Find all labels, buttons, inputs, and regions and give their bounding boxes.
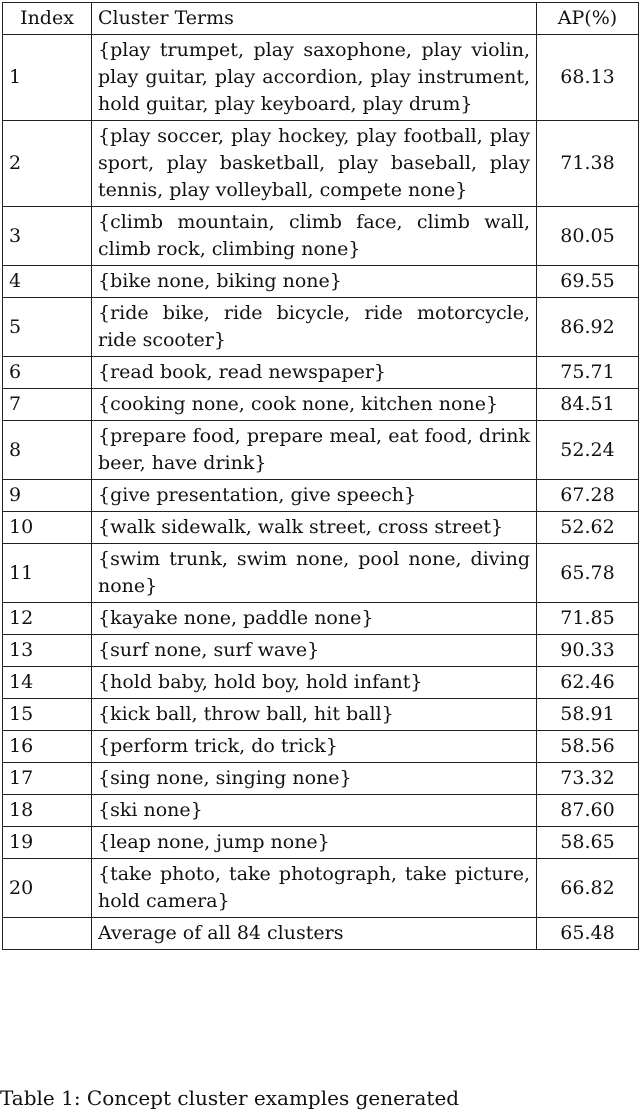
table-row xyxy=(3,357,639,389)
table-row xyxy=(3,480,639,512)
header-index: Index xyxy=(3,3,92,35)
row-index: 8 xyxy=(3,421,92,480)
row-cluster-terms: {read book, read newspaper} xyxy=(92,357,537,389)
summary-row xyxy=(3,918,639,950)
row-cluster-terms: {surf none, surf wave} xyxy=(92,635,537,667)
cluster-table xyxy=(2,2,639,950)
row-ap: 58.56 xyxy=(537,731,639,763)
summary-ap: 65.48 xyxy=(537,918,639,950)
row-cluster-terms: {ride bike, ride bicycle, ride motorcycle, ride scooter} xyxy=(92,298,537,357)
row-ap: 73.32 xyxy=(537,763,639,795)
row-index: 18 xyxy=(3,795,92,827)
row-ap: 65.78 xyxy=(537,544,639,603)
row-ap: 71.85 xyxy=(537,603,639,635)
table-row xyxy=(3,544,639,603)
row-ap: 71.38 xyxy=(537,121,639,207)
table-row xyxy=(3,266,639,298)
table-row xyxy=(3,731,639,763)
row-cluster-terms: {leap none, jump none} xyxy=(92,827,537,859)
row-ap: 67.28 xyxy=(537,480,639,512)
table-row xyxy=(3,389,639,421)
table-row xyxy=(3,699,639,731)
table-row xyxy=(3,298,639,357)
row-index: 6 xyxy=(3,357,92,389)
row-cluster-terms: {sing none, singing none} xyxy=(92,763,537,795)
row-index: 2 xyxy=(3,121,92,207)
table-row xyxy=(3,859,639,918)
row-ap: 58.65 xyxy=(537,827,639,859)
row-index: 15 xyxy=(3,699,92,731)
row-index: 16 xyxy=(3,731,92,763)
row-cluster-terms: {play trumpet, play saxophone, play violin, play guitar, play accordion, play instrument, hold guitar, play keyboard, play drum} xyxy=(92,35,537,121)
table-header-row xyxy=(3,3,639,35)
row-cluster-terms: {perform trick, do trick} xyxy=(92,731,537,763)
row-ap: 90.33 xyxy=(537,635,639,667)
table-row xyxy=(3,603,639,635)
row-ap: 84.51 xyxy=(537,389,639,421)
table-row xyxy=(3,795,639,827)
table-caption: Table 1: Concept cluster examples generated xyxy=(0,1086,460,1110)
row-cluster-terms: {take photo, take photograph, take picture, hold camera} xyxy=(92,859,537,918)
row-ap: 69.55 xyxy=(537,266,639,298)
row-ap: 52.62 xyxy=(537,512,639,544)
header-cluster-terms: Cluster Terms xyxy=(92,3,537,35)
row-ap: 68.13 xyxy=(537,35,639,121)
row-index: 20 xyxy=(3,859,92,918)
table-row xyxy=(3,827,639,859)
row-cluster-terms: {play soccer, play hockey, play football, play sport, play basketball, play baseball, play tennis, play volleyball, compete none} xyxy=(92,121,537,207)
row-cluster-terms: {kick ball, throw ball, hit ball} xyxy=(92,699,537,731)
row-cluster-terms: {bike none, biking none} xyxy=(92,266,537,298)
table-row xyxy=(3,35,639,121)
table-row xyxy=(3,667,639,699)
row-index: 12 xyxy=(3,603,92,635)
header-ap: AP(%) xyxy=(537,3,639,35)
row-index: 4 xyxy=(3,266,92,298)
row-index: 7 xyxy=(3,389,92,421)
table-row xyxy=(3,763,639,795)
table-row xyxy=(3,121,639,207)
row-cluster-terms: {walk sidewalk, walk street, cross street} xyxy=(92,512,537,544)
row-ap: 75.71 xyxy=(537,357,639,389)
row-cluster-terms: {kayake none, paddle none} xyxy=(92,603,537,635)
row-cluster-terms: {swim trunk, swim none, pool none, diving none} xyxy=(92,544,537,603)
row-cluster-terms: {give presentation, give speech} xyxy=(92,480,537,512)
table-row xyxy=(3,635,639,667)
row-ap: 58.91 xyxy=(537,699,639,731)
row-ap: 62.46 xyxy=(537,667,639,699)
row-cluster-terms: {prepare food, prepare meal, eat food, drink beer, have drink} xyxy=(92,421,537,480)
row-index: 3 xyxy=(3,207,92,266)
row-ap: 52.24 xyxy=(537,421,639,480)
row-ap: 87.60 xyxy=(537,795,639,827)
summary-terms: Average of all 84 clusters xyxy=(92,918,537,950)
row-index: 9 xyxy=(3,480,92,512)
summary-index xyxy=(3,918,92,950)
row-index: 19 xyxy=(3,827,92,859)
row-ap: 66.82 xyxy=(537,859,639,918)
row-index: 5 xyxy=(3,298,92,357)
row-index: 17 xyxy=(3,763,92,795)
row-ap: 80.05 xyxy=(537,207,639,266)
row-cluster-terms: {climb mountain, climb face, climb wall, climb rock, climbing none} xyxy=(92,207,537,266)
row-index: 14 xyxy=(3,667,92,699)
row-index: 11 xyxy=(3,544,92,603)
row-index: 1 xyxy=(3,35,92,121)
table-row xyxy=(3,207,639,266)
row-cluster-terms: {cooking none, cook none, kitchen none} xyxy=(92,389,537,421)
row-index: 13 xyxy=(3,635,92,667)
row-ap: 86.92 xyxy=(537,298,639,357)
table-row xyxy=(3,512,639,544)
table-row xyxy=(3,421,639,480)
row-cluster-terms: {ski none} xyxy=(92,795,537,827)
row-index: 10 xyxy=(3,512,92,544)
row-cluster-terms: {hold baby, hold boy, hold infant} xyxy=(92,667,537,699)
